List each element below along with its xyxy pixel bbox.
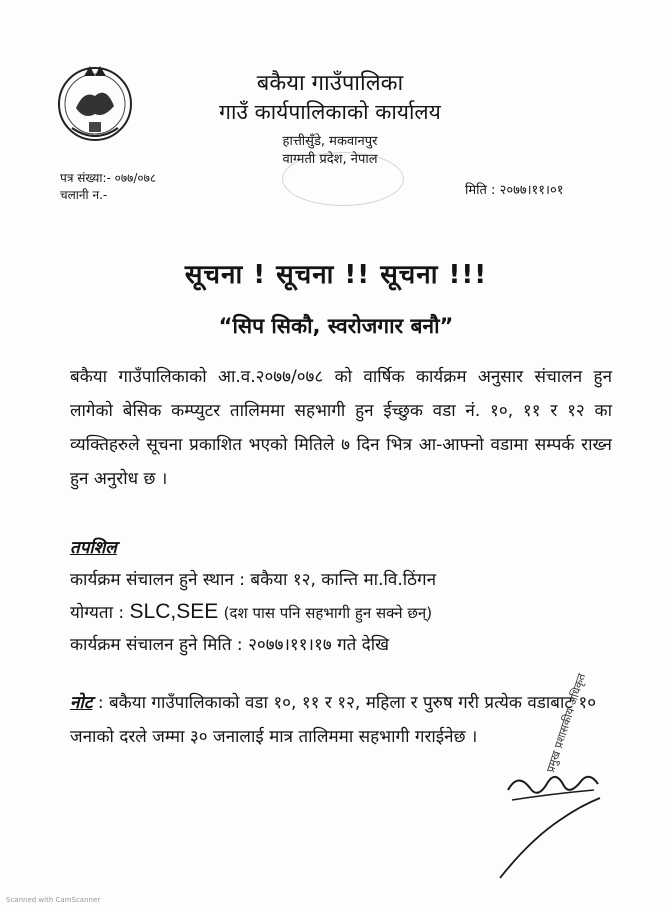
venue-label: कार्यक्रम संचालन हुने स्थान : [70,570,245,590]
address-line-1: हात्तीसुँडे, मकवानपुर [282,134,378,149]
eligibility-label: योग्यता : [70,603,125,623]
letter-date: मिति : २०७७।११।०१ [465,183,564,198]
start-value: २०७७।११।१७ गते देखि [248,635,390,655]
notice-heading: सूचना ! सूचना !! सूचना !!! [184,260,488,290]
office-stamp [282,152,404,206]
venue-value: बकैया १२, कान्ति मा.वि.ठिंगन [250,570,437,590]
slogan: “सिप सिकौ, स्वरोजगार बनौ” [218,314,454,338]
eligibility-row [70,596,630,629]
venue-row [70,564,630,596]
handwritten-signature [490,760,640,890]
org-name: बकैया गाउँपालिका [256,71,404,96]
details-title: तपशिल [70,538,117,558]
dispatch-number: चलानी न.- [60,188,108,202]
eligibility-value: SLC,SEE [129,600,219,623]
start-label: कार्यक्रम संचालन हुने मिति : [70,635,243,655]
reference-block [60,170,156,204]
eligibility-note: (दश पास पनि सहभागी हुन सक्ने छन्) [223,604,433,622]
scan-watermark: Scanned with CamScanner [6,896,101,904]
address-line-2: वाग्मती प्रदेश, नेपाल [282,152,378,167]
note-paragraph [70,686,610,754]
signature-caption: प्रमुख प्रशासकीय अधिकृत [544,671,589,775]
details-section [70,532,630,661]
body-paragraph: बकैया गाउँपालिकाको आ.व.२०७७/०७८ को वार्षिक कार्यक्रम अनुसार संचालन हुन लागेको बेसिक कम्प्युटर तालिममा सहभागी हुन ईच्छुक वडा नं. १०, ११ र १२ का व्यक्तिहरुले सूचना प्रकाशित भएको मितिले ७ दिन भित्र आ-आफ्नो वडामा सम्पर्क राख्न हुन अनुरोध छ । [70,367,612,489]
note-text: : बकैया गाउँपालिकाको वडा १०, ११ र १२, महिला र पुरुष गरी प्रत्येक वडाबाट १० जनाको दरले जम्मा ३० जनालाई मात्र तालिममा सहभागी गराईनेछ । [70,693,597,747]
start-date-row [70,629,630,661]
note-label: नोट [70,693,93,713]
nepal-emblem-logo [54,56,136,146]
ref-number: पत्र संख्या:- ०७७/०७८ [60,171,157,185]
office-name: गाउँ कार्यपालिकाको कार्यालय [219,100,441,124]
